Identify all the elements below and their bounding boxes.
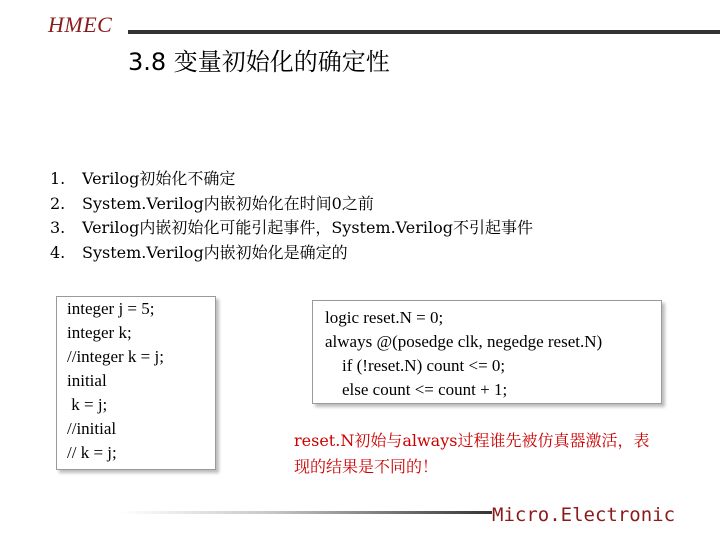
list-item — [50, 216, 533, 241]
list-item-text: Verilog初始化不确定 — [82, 169, 236, 188]
code-line: logic reset.N = 0; — [325, 308, 444, 327]
code-line: initial — [67, 371, 107, 390]
code-line: //integer k = j; — [67, 347, 164, 366]
code-line: always @(posedge clk, negedge reset.N) — [325, 332, 603, 351]
list-item-number: 1. — [50, 169, 66, 188]
footer-text: Micro.Electronic — [492, 504, 676, 526]
header-rule — [128, 30, 720, 34]
list-item — [50, 241, 533, 266]
code-line: if (!reset.N) count <= 0; — [325, 356, 506, 375]
code-box-left — [56, 296, 216, 470]
list-item-number: 3. — [50, 218, 66, 237]
code-line: // k = j; — [67, 443, 117, 462]
list-item-text: System.Verilog内嵌初始化在时间0之前 — [82, 193, 374, 213]
code-line: integer k; — [67, 323, 132, 342]
code-line: //initial — [67, 419, 117, 438]
page-title: 3.8 变量初始化的确定性 — [128, 48, 390, 76]
footer-rule — [120, 511, 492, 514]
list-item — [50, 167, 533, 192]
list-item-text: Verilog内嵌初始化可能引起事件，System.Verilog不引起事件 — [82, 218, 533, 237]
code-line: k = j; — [67, 395, 108, 414]
point-list — [50, 167, 533, 265]
code-line: else count <= count + 1; — [325, 380, 508, 399]
code-box-right — [312, 300, 662, 404]
note-text: reset.N初始与always过程谁先被仿真器激活，表现的结果是不同的！ — [294, 431, 650, 476]
list-item — [50, 192, 533, 217]
logo: HMEC — [48, 12, 113, 37]
list-item-number: 2. — [50, 193, 66, 213]
list-item-number: 4. — [50, 242, 66, 262]
code-line: integer j = 5; — [67, 299, 155, 318]
list-item-text: System.Verilog内嵌初始化是确定的 — [82, 242, 348, 262]
